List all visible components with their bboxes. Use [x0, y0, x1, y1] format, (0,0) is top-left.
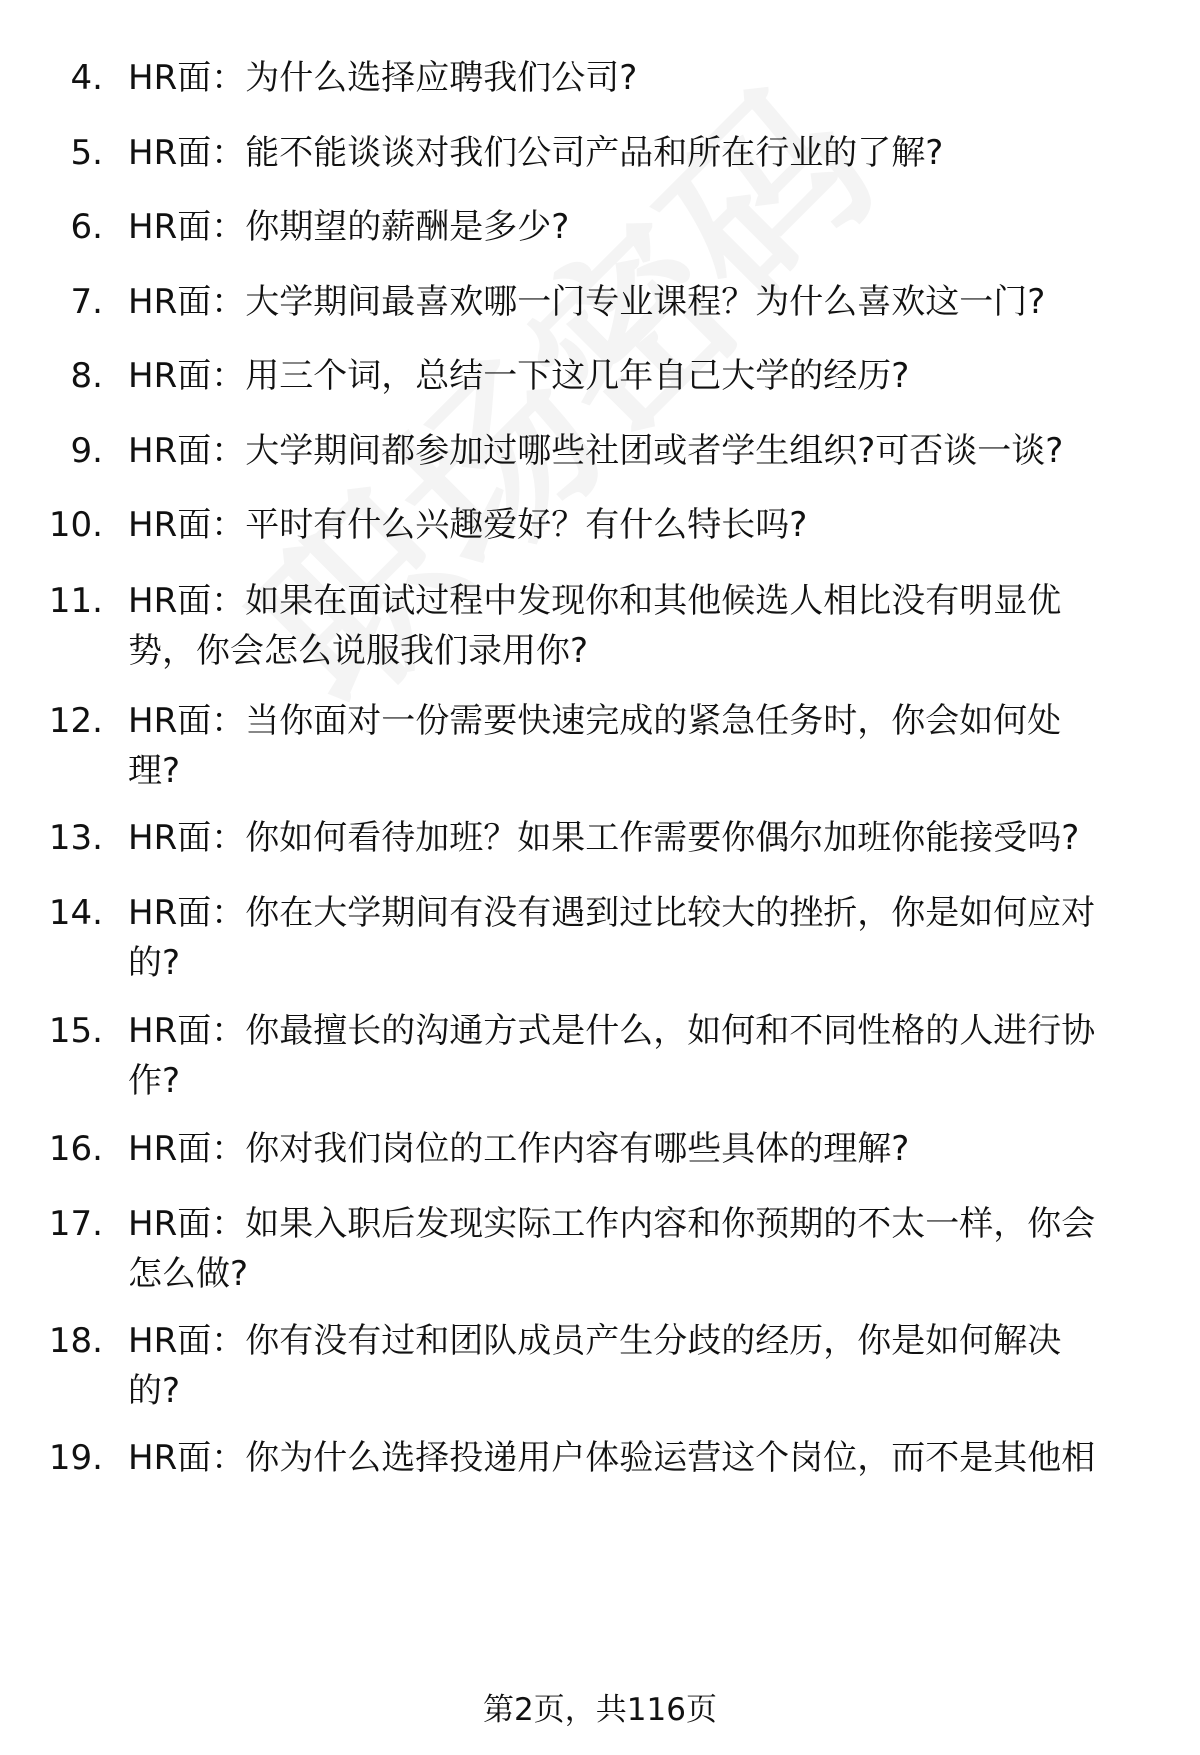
item-number: 5.: [70, 133, 103, 173]
item-number: 9.: [70, 431, 103, 471]
item-text: HR面：你对我们岗位的工作内容有哪些具体的理解?: [128, 1129, 910, 1169]
item-text: HR面：如果在面试过程中发现你和其他候选人相比没有明显优 势，你会怎么说服我们录用你?: [128, 581, 1062, 671]
item-text: HR面：用三个词，总结一下这几年自己大学的经历?: [128, 356, 910, 396]
item-number: 4.: [70, 58, 103, 98]
page-number-footer: 第2页，共116页: [483, 1692, 717, 1728]
item-text: HR面：如果入职后发现实际工作内容和你预期的不太一样，你会 怎么做?: [128, 1204, 1096, 1294]
item-number: 19.: [48, 1438, 103, 1478]
item-text: HR面：平时有什么兴趣爱好？有什么特长吗?: [128, 505, 808, 545]
item-number: 11.: [48, 581, 103, 621]
item-text: HR面：你在大学期间有没有遇到过比较大的挫折，你是如何应对 的?: [128, 893, 1096, 983]
item-number: 8.: [70, 356, 103, 396]
item-number: 12.: [48, 701, 103, 741]
item-text: HR面：为什么选择应聘我们公司?: [128, 58, 638, 98]
item-number: 18.: [48, 1321, 103, 1361]
item-text: HR面：能不能谈谈对我们公司产品和所在行业的了解?: [128, 133, 944, 173]
item-number: 13.: [48, 818, 103, 858]
item-text: HR面：你期望的薪酬是多少?: [128, 207, 570, 247]
item-number: 6.: [70, 207, 103, 247]
item-number: 10.: [48, 505, 103, 545]
item-text: HR面：你最擅长的沟通方式是什么，如何和不同性格的人进行协 作?: [128, 1011, 1096, 1101]
item-number: 15.: [48, 1011, 103, 1051]
item-text: HR面：你有没有过和团队成员产生分歧的经历，你是如何解决 的?: [128, 1321, 1062, 1411]
item-text: HR面：你为什么选择投递用户体验运营这个岗位，而不是其他相: [128, 1438, 1096, 1478]
item-text: HR面：当你面对一份需要快速完成的紧急任务时，你会如何处 理?: [128, 701, 1062, 791]
item-number: 17.: [48, 1204, 103, 1244]
item-number: 7.: [70, 282, 103, 322]
item-number: 14.: [48, 893, 103, 933]
item-text: HR面：大学期间最喜欢哪一门专业课程？为什么喜欢这一门?: [128, 282, 1046, 322]
item-text: HR面：大学期间都参加过哪些社团或者学生组织?可否谈一谈?: [128, 431, 1064, 471]
item-text: HR面：你如何看待加班？如果工作需要你偶尔加班你能接受吗?: [128, 818, 1080, 858]
item-number: 16.: [48, 1129, 103, 1169]
